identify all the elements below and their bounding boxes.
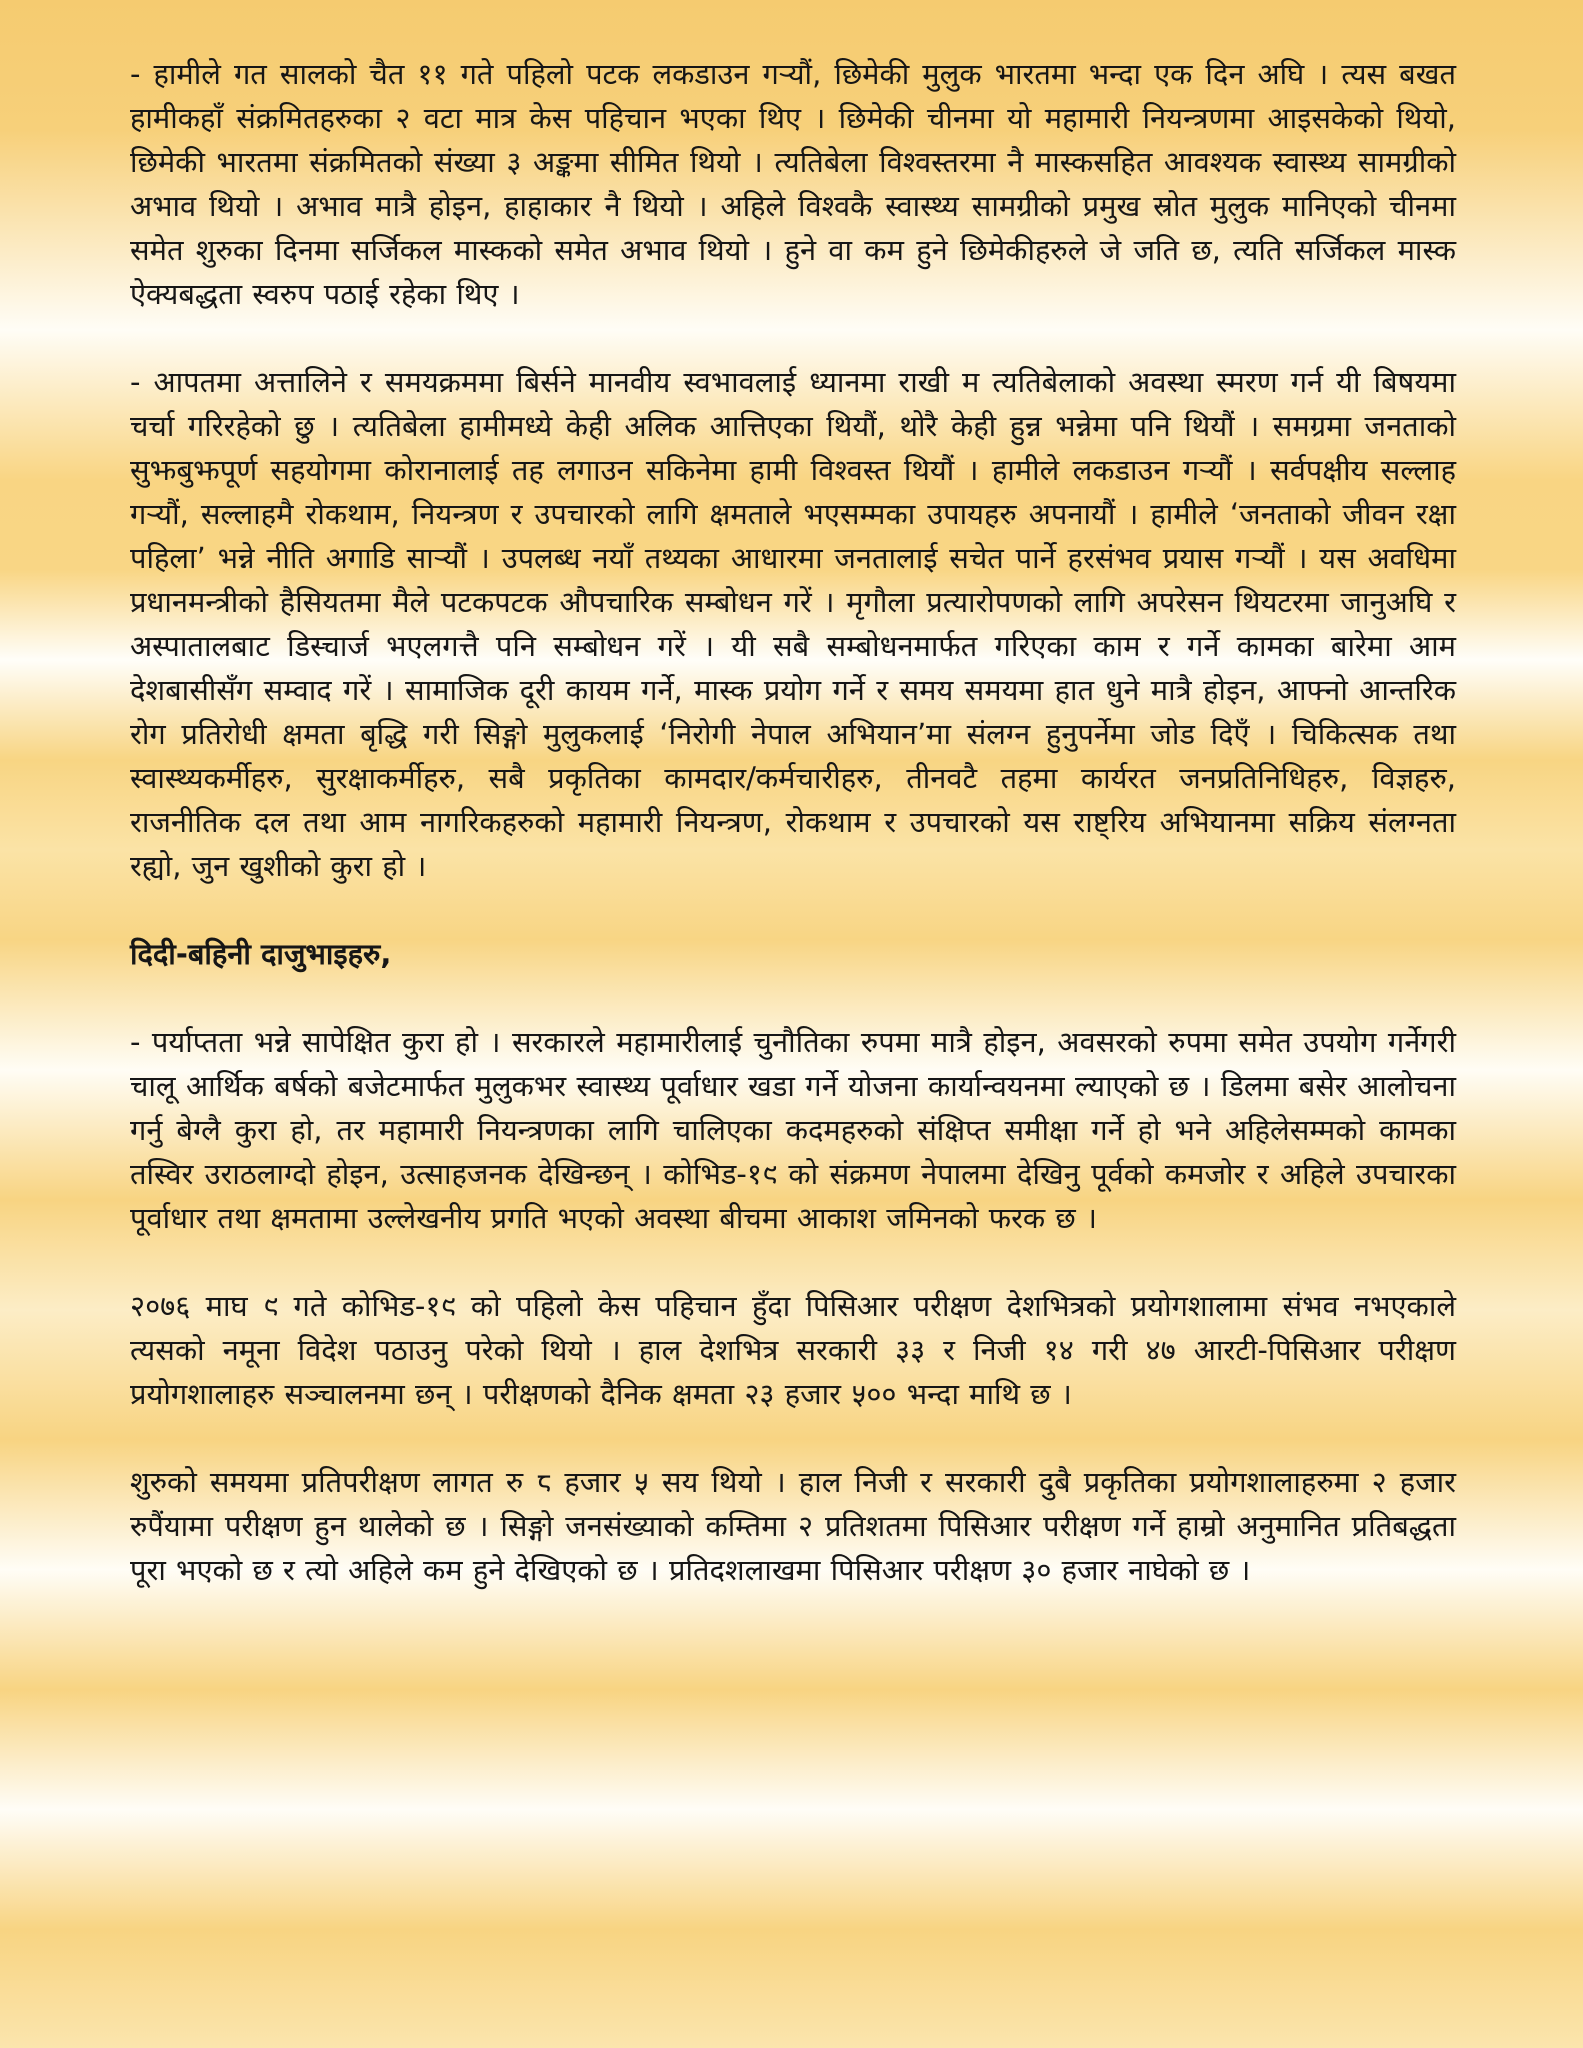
paragraph-pandemic-response: - आपतमा अत्तालिने र समयक्रममा बिर्सने मानवीय स्वभावलाई ध्यानमा राखी म त्यतिबेलाको अवस्था स्मरण गर्न यी बिषयमा चर्चा गरिरहेको छु । त्यतिबेला हामीमध्ये केही अलिक आत्तिएका थियौं, थोरै केही हुन्न भन्नेमा पनि थियौं । समग्रमा जनताको सुझबुझपूर्ण सहयोगमा कोरानालाई तह लगाउन सकिनेमा हामी विश्वस्त थियौं । हामीले लकडाउन गऱ्यौं । सर्वपक्षीय सल्लाह गऱ्यौं, सल्लाहमै रोकथाम, नियन्त्रण र उपचारको लागि क्षमताले भएसम्मका उपायहरु अपनायौं । हामीले ‘जनताको जीवन रक्षा पहिला’ भन्ने नीति अगाडि साऱ्यौं । उपलब्ध नयाँ तथ्यका आधारमा जनतालाई सचेत पार्ने हरसंभव प्रयास गऱ्यौं । यस अवधिमा प्रधानमन्त्रीको हैसियतमा मैले पटकपटक औपचारिक सम्बोधन गरें । मृगौला प्रत्यारोपणको लागि अपरेसन थियटरमा जानुअघि र अस्पातालबाट डिस्चार्ज भएलगत्तै पनि सम्बोधन गरें । यी सबै सम्बोधनमार्फत गरिएका काम र गर्ने कामका बारेमा आम देशबासीसँग सम्वाद गरें । सामाजिक दूरी कायम गर्ने, मास्क प्रयोग गर्ने र समय समयमा हात धुने मात्रै होइन, आफ्नो आन्तरिक रोग प्रतिरोधी क्षमता बृद्धि गरी सिङ्गो मुलुकलाई ‘निरोगी नेपाल अभियान’मा संलग्न हुनुपर्नेमा जोड दिएँ । चिकित्सक तथा स्वास्थ्यकर्मीहरु, सुरक्षाकर्मीहरु, सबै प्रकृतिका कामदार/कर्मचारीहरु, तीनवटै तहमा कार्यरत जनप्रतिनिधिहरु, विज्ञहरु, राजनीतिक दल तथा आम नागरिकहरुको महामारी नियन्त्रण, रोकथाम र उपचारको यस राष्ट्रिय अभियानमा सक्रिय संलग्नता रह्यो, जुन खुशीको कुरा हो । [130,365,1456,883]
section-heading-address: दिदी-बहिनी दाजुभाइहरु, [130,937,392,971]
document-body [130,52,1456,1636]
paragraph-lockdown-history: - हामीले गत सालको चैत ११ गते पहिलो पटक लकडाउन गऱ्यौं, छिमेकी मुलुक भारतमा भन्दा एक दिन अघि । त्यस बखत हामीकहाँ संक्रमितहरुका २ वटा मात्र केस पहिचान भएका थिए । छिमेकी चीनमा यो महामारी नियन्त्रणमा आइसकेको थियो, छिमेकी भारतमा संक्रमितको संख्या ३ अङ्कमा सीमित थियो । त्यतिबेला विश्वस्तरमा नै मास्कसहित आवश्यक स्वास्थ्य सामग्रीको अभाव थियो । अभाव मात्रै होइन, हाहाकार नै थियो । अहिले विश्वकै स्वास्थ्य सामग्रीको प्रमुख स्रोत मुलुक मानिएको चीनमा समेत शुरुका दिनमा सर्जिकल मास्कको समेत अभाव थियो । हुने वा कम हुने छिमेकीहरुले जे जति छ, त्यति सर्जिकल मास्क ऐक्यबद्धता स्वरुप पठाई रहेका थिए । [130,57,1456,311]
paragraph-pcr-labs: २०७६ माघ ९ गते कोभिड-१९ को पहिलो केस पहिचान हुँदा पिसिआर परीक्षण देशभित्रको प्रयोगशालामा संभव नभएकाले त्यसको नमूना विदेश पठाउनु परेको थियो । हाल देशभित्र सरकारी ३३ र निजी १४ गरी ४७ आरटी-पिसिआर परीक्षण प्रयोगशालाहरु सञ्चालनमा छन् । परीक्षणको दैनिक क्षमता २३ हजार ५०० भन्दा माथि छ । [130,1289,1456,1411]
paragraph-test-costs: शुरुको समयमा प्रतिपरीक्षण लागत रु ८ हजार ५ सय थियो । हाल निजी र सरकारी दुबै प्रकृतिका प्रयोगशालाहरुमा २ हजार रुपैंयामा परीक्षण हुन थालेको छ । सिङ्गो जनसंख्याको कम्तिमा २ प्रतिशतमा पिसिआर परीक्षण गर्ने हाम्रो अनुमानित प्रतिबद्धता पूरा भएको छ र त्यो अहिले कम हुने देखिएको छ । प्रतिदशलाखमा पिसिआर परीक्षण ३० हजार नाघेको छ । [130,1465,1456,1587]
paragraph-adequacy-review: - पर्याप्तता भन्ने सापेक्षित कुरा हो । सरकारले महामारीलाई चुनौतिका रुपमा मात्रै होइन, अवसरको रुपमा समेत उपयोग गर्नेगरी चालू आर्थिक बर्षको बजेटमार्फत मुलुकभर स्वास्थ्य पूर्वाधार खडा गर्ने योजना कार्यान्वयनमा ल्याएको छ । डिलमा बसेर आलोचना गर्नु बेग्लै कुरा हो, तर महामारी नियन्त्रणका लागि चालिएका कदमहरुको संक्षिप्त समीक्षा गर्ने हो भने अहिलेसम्मको कामका तस्विर उराठलाग्दो होइन, उत्साहजनक देखिन्छन् । कोभिड-१९ को संक्रमण नेपालमा देखिनु पूर्वको कमजोर र अहिले उपचारका पूर्वाधार तथा क्षमतामा उल्लेखनीय प्रगति भएको अवस्था बीचमा आकाश जमिनको फरक छ । [130,1025,1456,1235]
